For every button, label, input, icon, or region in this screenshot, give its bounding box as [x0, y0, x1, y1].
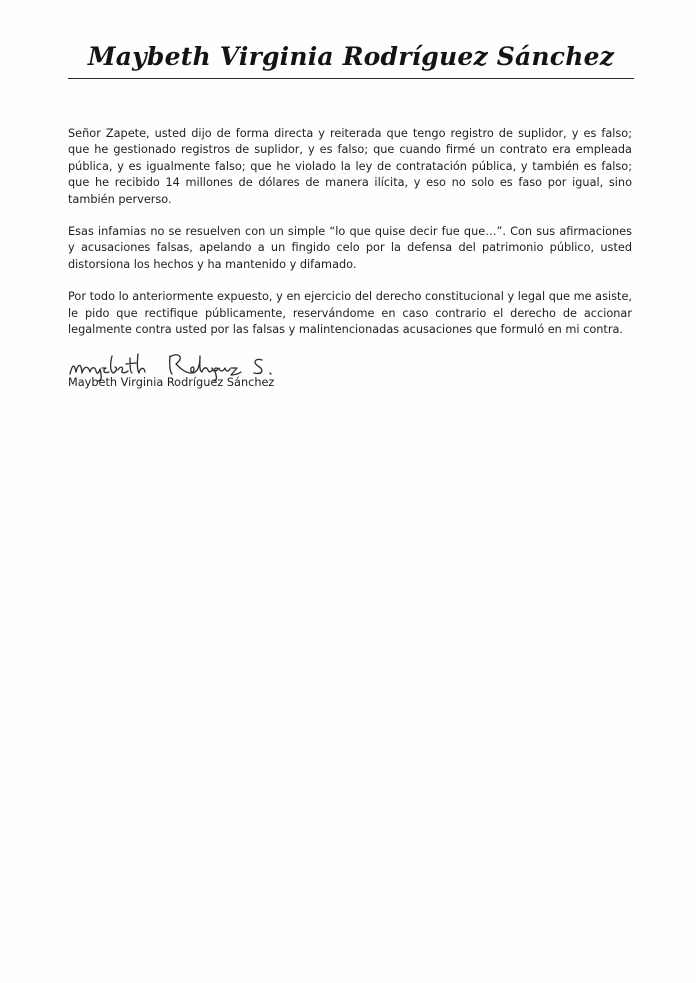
letterhead-name: Maybeth Virginia Rodríguez Sánchez [87, 42, 615, 71]
signer-printed-name: Maybeth Virginia Rodríguez Sánchez [68, 376, 275, 389]
paragraph-2: Esas infamias no se resuelven con un simple “lo que quise decir fue que…”. Con sus afirmaciones y acusaciones falsas, apelando a un fingido celo por la defensa del patrimonio público, usted distorsiona los hechos y ha mantenido y difamado. [68, 225, 632, 271]
letterhead [68, 36, 634, 80]
letter-body [68, 126, 632, 354]
paragraph-3: Por todo lo anteriormente expuesto, y en ejercicio del derecho constitucional y legal que me asiste, le pido que rectifique públicamente, reservándome en caso contrario el derecho de accionar legalmente contra usted por las falsas y malintencionadas acusaciones que formuló en mi contra. [68, 290, 632, 337]
paragraph-1: Señor Zapete, usted dijo de forma directa y reiterada que tengo registro de suplidor, y es falso; que he gestionado registros de suplidor, y es falso; que cuando firmé un contrato era empleada pública, y es igualmente falso; que he violado la ley de contratación pública, y también es falso; que he recibido 14 millones de dólares de manera ilícita, y eso no solo es faso por igual, sino también perverso. [68, 127, 632, 206]
letterhead-divider [68, 78, 634, 79]
